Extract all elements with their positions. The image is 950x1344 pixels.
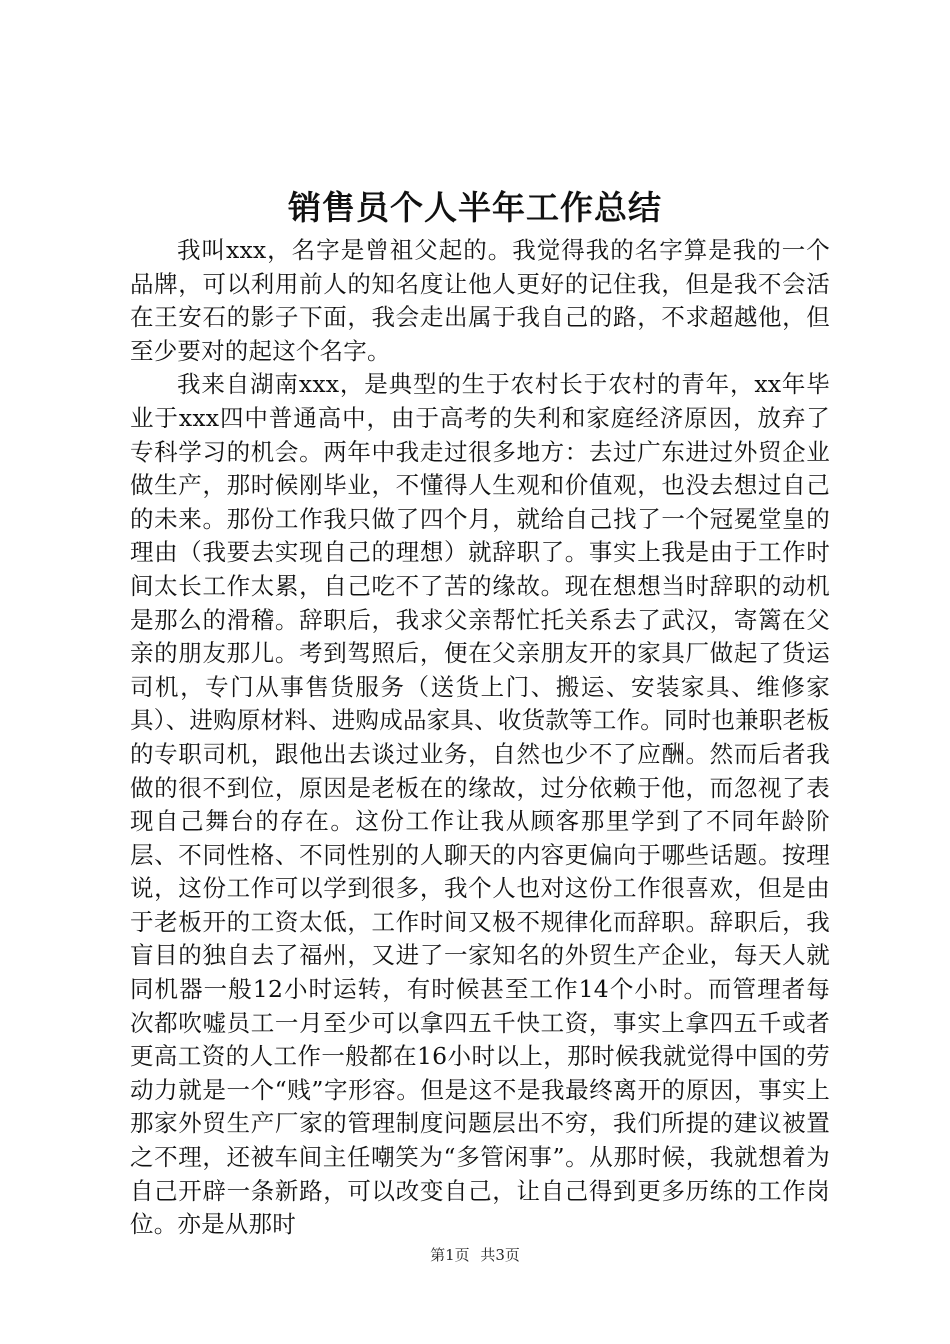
- document-title: 销售员个人半年工作总结: [288, 188, 662, 227]
- paragraph-experience: 我来自湖南xxx，是典型的生于农村长于农村的青年，xx年毕业于xxx四中普通高中，由于高考的失利和家庭经济原因，放弃了专科学习的机会。两年中我走过很多地方：去过广东进过外贸企业做生产，那时候刚毕业，不懂得人生观和价值观，也没去想过自己的未来。那份工作我只做了四个月，就给自己找了一个冠冕堂皇的理由（我要去实现自己的理想）就辞职了。事实上我是由于工作时间太长工作太累，自己吃不了苦的缘故。现在想想当时辞职的动机是那么的滑稽。辞职后，我求父亲帮忙托关系去了武汉，寄篱在父亲的朋友那儿。考到驾照后，便在父亲朋友开的家具厂做起了货运司机，专门从事售货服务（送货上门、搬运、安装家具、维修家具）、进购原材料、进购成品家具、收货款等工作。同时也兼职老板的专职司机，跟他出去谈过业务，自然也少不了应酬。然而后者我做的很不到位，原因是老板在的缘故，过分依赖于他，而忽视了表现自己舞台的存在。这份工作让我从顾客那里学到了不同年龄阶层、不同性格、不同性别的人聊天的内容更偏向于哪些话题。按理说，这份工作可以学到很多，我个人也对这份工作很喜欢，但是由于老板开的工资太低，工作时间又极不规律化而辞职。辞职后，我盲目的独自去了福州，又进了一家知名的外贸生产企业，每天人就同机器一般12小时运转，有时候甚至工作14个小时。而管理者每次都吹嘘员工一月至少可以拿四五千快工资，事实上拿四五千或者更高工资的人工作一般都在16小时以上，那时候我就觉得中国的劳动力就是一个“贱”字形容。但是这不是我最终离开的原因，事实上那家外贸生产厂家的管理制度问题层出不穷，我们所提的建议被置之不理，还被车间主任嘲笑为“多管闲事”。从那时候，我就想着为自己开辟一条新路，可以改变自己，让自己得到更多历练的工作岗位。亦是从那时: [130, 370, 830, 1239]
- page-total: 共3页: [480, 1246, 520, 1264]
- page-number: 第1页: [430, 1246, 470, 1264]
- page-footer: [0, 1244, 950, 1266]
- document-body: [130, 234, 830, 1242]
- paragraph-intro: 我叫xxx，名字是曾祖父起的。我觉得我的名字算是我的一个品牌，可以利用前人的知名度让他人更好的记住我，但是我不会活在王安石的影子下面，我会走出属于我自己的路，不求超越他，但至少要对的起这个名字。: [130, 236, 830, 365]
